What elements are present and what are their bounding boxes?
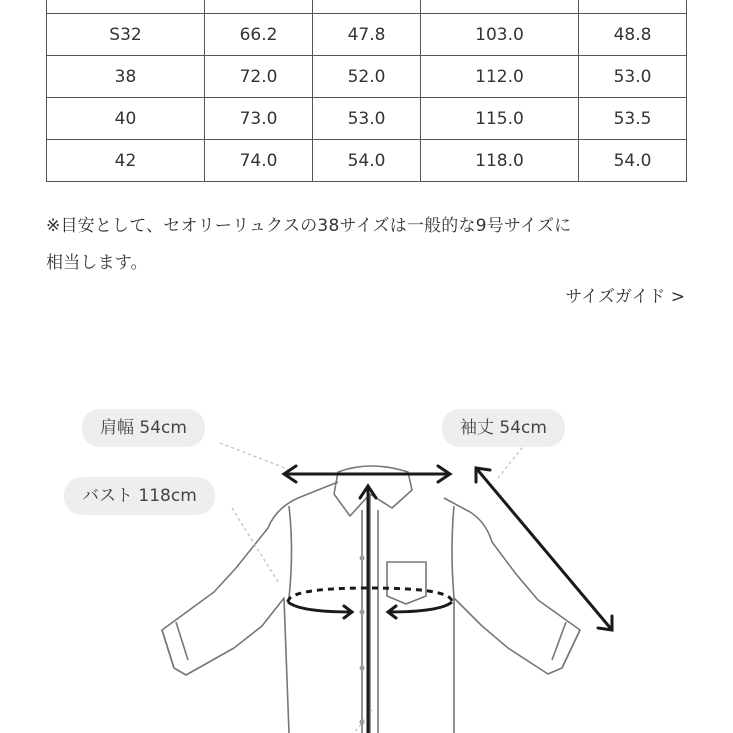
shirt-button — [360, 610, 365, 615]
sleeve-length-label: 袖丈 54cm — [442, 409, 565, 447]
table-header-row — [47, 0, 687, 14]
bust-leader-line — [232, 508, 278, 582]
shirt-button — [360, 666, 365, 671]
table-cell: 54.0 — [313, 140, 421, 182]
table-cell: 53.5 — [579, 98, 687, 140]
table-cell: 74.0 — [205, 140, 313, 182]
size-table — [46, 0, 687, 182]
table-cell: 72.0 — [205, 56, 313, 98]
table-header-cell — [313, 0, 421, 14]
table-row — [47, 140, 687, 182]
table-cell-size: S32 — [47, 14, 205, 56]
measure-arrows — [284, 466, 612, 733]
size-note-line: ※目安として、セオリーリュクスの38サイズは一般的な9号サイズに — [46, 216, 572, 236]
table-cell: 103.0 — [421, 14, 579, 56]
table-header-cell — [205, 0, 313, 14]
table-row — [47, 56, 687, 98]
table-cell: 54.0 — [579, 140, 687, 182]
bust-label: バスト 118cm — [64, 477, 215, 515]
table-cell: 112.0 — [421, 56, 579, 98]
shirt-collar — [334, 466, 412, 733]
table-cell: 52.0 — [313, 56, 421, 98]
shoulder-leader-line — [220, 443, 290, 470]
size-note — [46, 208, 696, 282]
table-cell: 47.8 — [313, 14, 421, 56]
table-cell: 53.0 — [579, 56, 687, 98]
left-cuff — [162, 622, 188, 668]
sleeve-leader-line — [498, 443, 526, 478]
shirt-illustration — [162, 466, 580, 733]
table-row — [47, 14, 687, 56]
size-guide-link[interactable]: サイズガイド > — [565, 287, 685, 307]
table-cell: 73.0 — [205, 98, 313, 140]
table-cell: 115.0 — [421, 98, 579, 140]
table-row — [47, 98, 687, 140]
shoulder-width-label: 肩幅 54cm — [82, 409, 205, 447]
table-cell: 66.2 — [205, 14, 313, 56]
right-cuff — [552, 622, 580, 668]
table-cell-size: 42 — [47, 140, 205, 182]
table-header-cell — [579, 0, 687, 14]
shirt-outline — [162, 482, 580, 733]
table-cell-size: 40 — [47, 98, 205, 140]
sleeve-seam — [289, 506, 454, 598]
shirt-button — [360, 556, 365, 561]
shoulder-arrow — [284, 466, 450, 482]
table-cell: 118.0 — [421, 140, 579, 182]
size-note-line: 相当します。 — [46, 253, 148, 273]
table-header-cell — [421, 0, 579, 14]
shirt-pocket — [387, 562, 426, 604]
table-cell: 53.0 — [313, 98, 421, 140]
table-cell-size: 38 — [47, 56, 205, 98]
shirt-measurement-diagram — [0, 330, 733, 733]
table-header-cell — [47, 0, 205, 14]
table-cell: 48.8 — [579, 14, 687, 56]
